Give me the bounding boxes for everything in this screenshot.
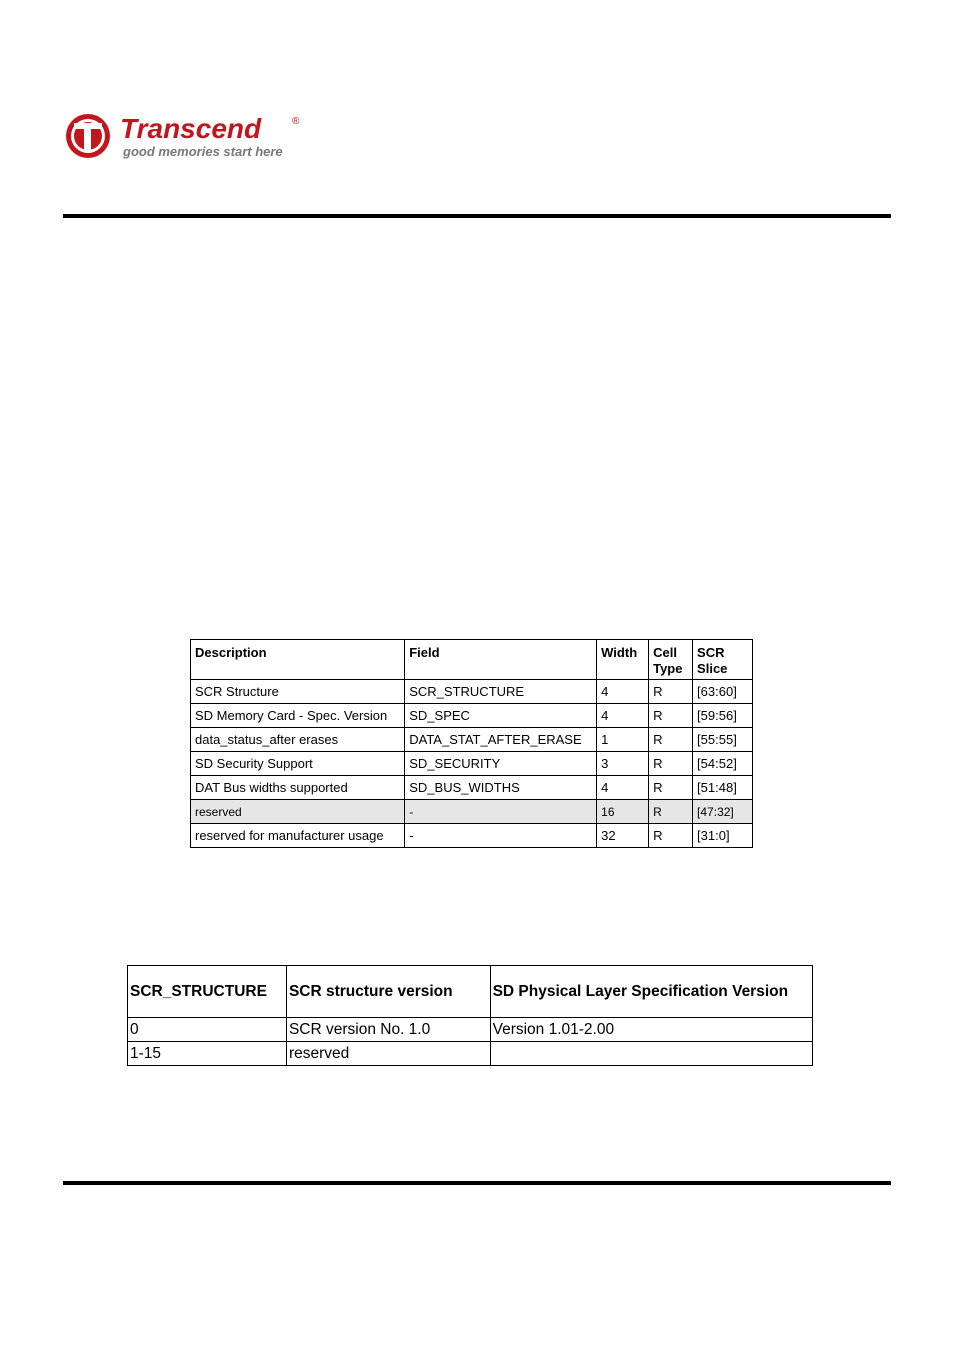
cell-width: 4	[597, 776, 649, 800]
cell-type: R	[649, 824, 693, 848]
cell-type: R	[649, 800, 693, 824]
cell-field: SD_SPEC	[405, 704, 597, 728]
cell-slice: [31:0]	[693, 824, 753, 848]
cell-structure-version: reserved	[286, 1042, 490, 1066]
cell-slice: [54:52]	[693, 752, 753, 776]
table-row	[191, 752, 753, 776]
cell-description: SCR Structure	[191, 680, 405, 704]
cell-type: R	[649, 704, 693, 728]
cell-field: -	[405, 800, 597, 824]
table-header-row	[191, 640, 753, 680]
cell-description: SD Security Support	[191, 752, 405, 776]
column-header: Description	[191, 640, 405, 680]
table-header-row	[128, 966, 813, 1018]
table-row	[191, 680, 753, 704]
cell-field: SD_SECURITY	[405, 752, 597, 776]
table-row	[191, 704, 753, 728]
cell-width: 4	[597, 680, 649, 704]
cell-type: R	[649, 752, 693, 776]
cell-structure-version: SCR version No. 1.0	[286, 1018, 490, 1042]
cell-description: data_status_after erases	[191, 728, 405, 752]
scr-structure-table	[127, 965, 813, 1066]
cell-type: R	[649, 680, 693, 704]
cell-field: SCR_STRUCTURE	[405, 680, 597, 704]
cell-structure-value: 1-15	[128, 1042, 287, 1066]
cell-type: R	[649, 776, 693, 800]
cell-field: -	[405, 824, 597, 848]
column-header: Field	[405, 640, 597, 680]
cell-width: 3	[597, 752, 649, 776]
table-row	[128, 1042, 813, 1066]
header-divider	[63, 214, 891, 218]
logo-tagline: good memories start here	[123, 144, 283, 159]
cell-slice: [59:56]	[693, 704, 753, 728]
table-row	[128, 1018, 813, 1042]
cell-description: DAT Bus widths supported	[191, 776, 405, 800]
column-header: SCR Slice	[693, 640, 753, 680]
cell-slice: [51:48]	[693, 776, 753, 800]
cell-spec-version: Version 1.01-2.00	[490, 1018, 812, 1042]
table-row-reserved	[191, 800, 753, 824]
scr-register-table	[190, 639, 753, 848]
transcend-logo	[64, 110, 314, 162]
column-header: SCR_STRUCTURE	[128, 966, 287, 1018]
cell-type: R	[649, 728, 693, 752]
column-header: Width	[597, 640, 649, 680]
cell-slice: [55:55]	[693, 728, 753, 752]
column-header: SD Physical Layer Specification Version	[490, 966, 812, 1018]
cell-field: DATA_STAT_AFTER_ERASE	[405, 728, 597, 752]
table-row	[191, 824, 753, 848]
column-header: Cell Type	[649, 640, 693, 680]
logo-registered-mark: ®	[292, 116, 300, 127]
cell-description: SD Memory Card - Spec. Version	[191, 704, 405, 728]
logo-wordmark: Transcend	[120, 113, 262, 144]
table-row	[191, 776, 753, 800]
cell-spec-version	[490, 1042, 812, 1066]
cell-description: reserved for manufacturer usage	[191, 824, 405, 848]
cell-slice: [47:32]	[693, 800, 753, 824]
column-header: SCR structure version	[286, 966, 490, 1018]
table-row	[191, 728, 753, 752]
cell-width: 1	[597, 728, 649, 752]
cell-width: 16	[597, 800, 649, 824]
cell-description: reserved	[191, 800, 405, 824]
cell-structure-value: 0	[128, 1018, 287, 1042]
cell-slice: [63:60]	[693, 680, 753, 704]
cell-field: SD_BUS_WIDTHS	[405, 776, 597, 800]
footer-divider	[63, 1181, 891, 1185]
cell-width: 4	[597, 704, 649, 728]
cell-width: 32	[597, 824, 649, 848]
